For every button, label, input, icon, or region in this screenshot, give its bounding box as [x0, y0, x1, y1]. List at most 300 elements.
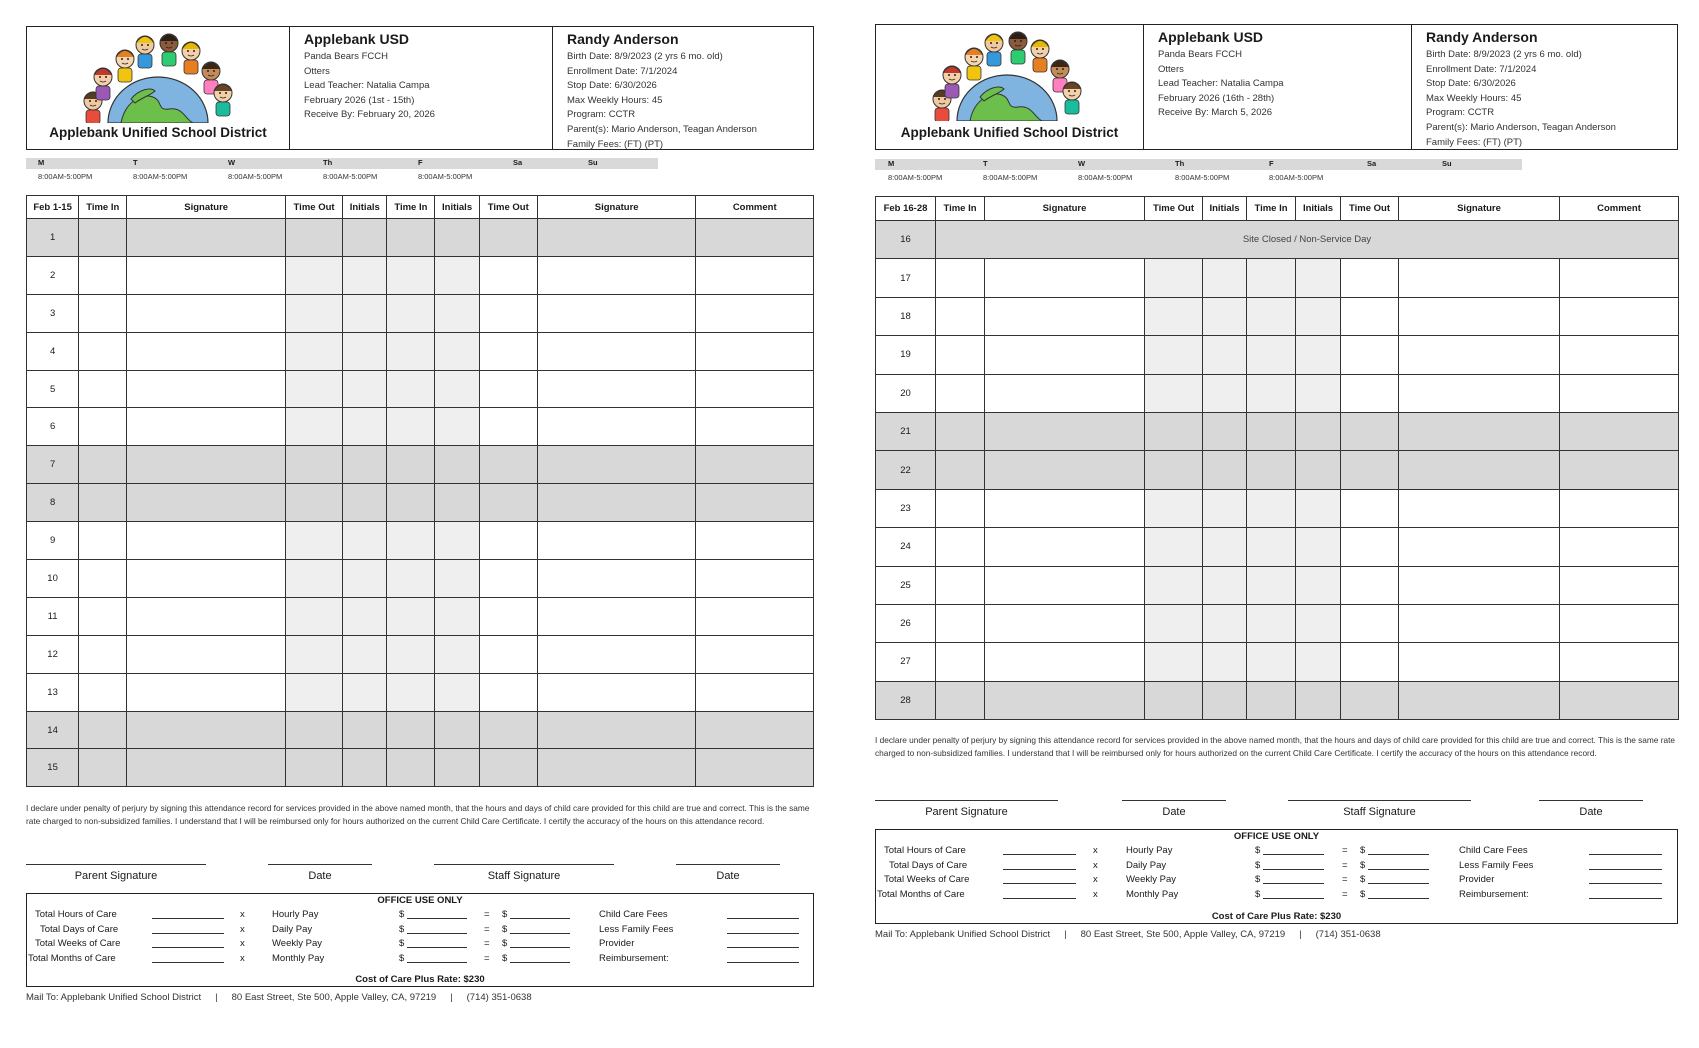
table-row	[27, 408, 814, 446]
entry-cell[interactable]	[1399, 297, 1560, 335]
entry-cell[interactable]	[79, 560, 127, 598]
entry-cell[interactable]	[127, 370, 286, 408]
entry-cell[interactable]	[343, 560, 387, 598]
entry-cell[interactable]	[1560, 489, 1679, 527]
entry-cell[interactable]	[1145, 259, 1203, 297]
office-pay-field[interactable]	[407, 924, 467, 934]
entry-cell[interactable]	[79, 332, 127, 370]
entry-cell[interactable]	[1203, 336, 1247, 374]
office-total-field[interactable]	[152, 938, 224, 948]
signature-line[interactable]	[434, 864, 614, 865]
entry-cell[interactable]	[479, 408, 537, 446]
entry-cell[interactable]	[387, 597, 435, 635]
entry-cell[interactable]	[537, 408, 696, 446]
day-number: 18	[876, 297, 936, 335]
entry-cell[interactable]	[435, 408, 479, 446]
office-pay-label: Hourly Pay	[272, 909, 319, 920]
office-pay-field[interactable]	[407, 938, 467, 948]
entry-cell[interactable]	[1560, 336, 1679, 374]
office-total-field[interactable]	[1003, 845, 1076, 855]
entry-cell[interactable]	[537, 522, 696, 560]
entry-cell[interactable]	[387, 256, 435, 294]
entry-cell[interactable]	[343, 256, 387, 294]
office-total-field[interactable]	[152, 909, 224, 919]
entry-cell[interactable]	[936, 297, 985, 335]
signature-line[interactable]	[875, 800, 1058, 801]
office-pay-field[interactable]	[1263, 874, 1324, 884]
entry-cell[interactable]	[127, 408, 286, 446]
entry-cell[interactable]	[1247, 297, 1296, 335]
signature-label: Date	[308, 870, 332, 882]
entry-cell[interactable]	[79, 673, 127, 711]
entry-cell[interactable]	[985, 374, 1145, 412]
entry-cell[interactable]	[479, 635, 537, 673]
entry-cell[interactable]	[1560, 297, 1679, 335]
entry-cell[interactable]	[936, 643, 985, 681]
entry-cell[interactable]	[985, 643, 1145, 681]
entry-cell[interactable]	[435, 597, 479, 635]
entry-cell[interactable]	[1341, 643, 1399, 681]
schedule-time: 8:00AM-5:00PM	[323, 172, 378, 181]
signature-label: Parent Signature	[925, 806, 1008, 818]
entry-cell[interactable]	[936, 374, 985, 412]
entry-cell	[285, 219, 342, 257]
entry-cell[interactable]	[1145, 374, 1203, 412]
entry-cell[interactable]	[985, 604, 1145, 642]
entry-cell[interactable]	[479, 294, 537, 332]
entry-cell[interactable]	[1247, 528, 1296, 566]
entry-cell[interactable]	[343, 408, 387, 446]
office-fee-field[interactable]	[727, 924, 799, 934]
entry-cell[interactable]	[1560, 259, 1679, 297]
entry-cell[interactable]	[127, 635, 286, 673]
day-number: 9	[27, 522, 79, 560]
entry-cell	[985, 681, 1145, 719]
entry-cell[interactable]	[1296, 297, 1341, 335]
entry-cell[interactable]	[1399, 643, 1560, 681]
child-stop-date: Stop Date: 6/30/2026	[1426, 78, 1516, 90]
mail-address: 80 East Street, Ste 500, Apple Valley, CA, 97219	[1080, 929, 1286, 940]
separator: |	[1299, 929, 1302, 940]
office-total-label: Total Hours of Care	[35, 909, 117, 920]
schedule-time: 8:00AM-5:00PM	[983, 173, 1038, 182]
entry-cell[interactable]	[1145, 604, 1203, 642]
day-number: 27	[876, 643, 936, 681]
schedule-day: Su	[588, 158, 598, 167]
entry-cell	[343, 219, 387, 257]
entry-cell[interactable]	[1341, 604, 1399, 642]
entry-cell[interactable]	[985, 336, 1145, 374]
office-amount-field[interactable]	[510, 924, 570, 934]
entry-cell[interactable]	[1399, 489, 1560, 527]
entry-cell	[343, 749, 387, 787]
entry-cell[interactable]	[479, 522, 537, 560]
entry-cell[interactable]	[936, 259, 985, 297]
entry-cell[interactable]	[435, 635, 479, 673]
entry-cell[interactable]	[537, 294, 696, 332]
entry-cell[interactable]	[1145, 566, 1203, 604]
entry-cell[interactable]	[479, 332, 537, 370]
child-birth-date: Birth Date: 8/9/2023 (2 yrs 6 mo. old)	[567, 51, 723, 62]
column-header: Time In	[1247, 197, 1296, 221]
entry-cell[interactable]	[343, 597, 387, 635]
entry-cell[interactable]	[1296, 489, 1341, 527]
entry-cell[interactable]	[343, 673, 387, 711]
entry-cell[interactable]	[537, 560, 696, 598]
entry-cell[interactable]	[79, 522, 127, 560]
entry-cell[interactable]	[1399, 528, 1560, 566]
office-fee-field[interactable]	[1589, 845, 1662, 855]
entry-cell	[127, 446, 286, 484]
entry-cell[interactable]	[1296, 336, 1341, 374]
entry-cell[interactable]	[1203, 297, 1247, 335]
separator: |	[1064, 929, 1067, 940]
child-program: Program: CCTR	[567, 109, 636, 121]
office-amount-field[interactable]	[1368, 845, 1429, 855]
entry-cell[interactable]	[285, 597, 342, 635]
signature-label: Date	[716, 870, 740, 882]
entry-cell[interactable]	[696, 256, 814, 294]
child-max-hours: Max Weekly Hours: 45	[567, 94, 663, 106]
day-number: 26	[876, 604, 936, 642]
entry-cell	[79, 446, 127, 484]
office-fee-field[interactable]	[1589, 889, 1662, 899]
entry-cell[interactable]	[1203, 489, 1247, 527]
entry-cell	[479, 446, 537, 484]
day-number: 22	[876, 451, 936, 489]
entry-cell[interactable]	[79, 294, 127, 332]
child-enrollment-date: Enrollment Date: 7/1/2024	[567, 65, 678, 77]
entry-cell[interactable]	[1247, 336, 1296, 374]
office-pay-field[interactable]	[407, 953, 467, 963]
entry-cell[interactable]	[127, 673, 286, 711]
entry-cell[interactable]	[1203, 528, 1247, 566]
entry-cell[interactable]	[285, 256, 342, 294]
entry-cell[interactable]	[435, 256, 479, 294]
entry-cell[interactable]	[387, 332, 435, 370]
entry-cell[interactable]	[387, 635, 435, 673]
schedule-day: T	[983, 159, 988, 168]
entry-cell[interactable]	[985, 297, 1145, 335]
entry-cell[interactable]	[1247, 566, 1296, 604]
entry-cell	[1296, 412, 1341, 450]
entry-cell[interactable]	[537, 256, 696, 294]
office-amount-field[interactable]	[510, 938, 570, 948]
entry-cell	[435, 749, 479, 787]
kids-around-globe-icon	[73, 31, 243, 123]
entry-cell[interactable]	[1203, 374, 1247, 412]
entry-cell	[696, 219, 814, 257]
entry-cell[interactable]	[479, 370, 537, 408]
entry-cell[interactable]	[435, 332, 479, 370]
entry-cell[interactable]	[343, 522, 387, 560]
column-header: Comment	[696, 196, 814, 219]
day-number: 21	[876, 412, 936, 450]
entry-cell	[1145, 451, 1203, 489]
entry-cell[interactable]	[1399, 566, 1560, 604]
entry-cell[interactable]	[1296, 374, 1341, 412]
entry-cell[interactable]	[387, 370, 435, 408]
entry-cell[interactable]	[985, 566, 1145, 604]
entry-cell[interactable]	[1560, 643, 1679, 681]
entry-cell[interactable]	[696, 522, 814, 560]
entry-cell[interactable]	[696, 560, 814, 598]
entry-cell[interactable]	[1341, 566, 1399, 604]
entry-cell[interactable]	[343, 332, 387, 370]
child-birth-date: Birth Date: 8/9/2023 (2 yrs 6 mo. old)	[1426, 49, 1582, 60]
entry-cell	[435, 711, 479, 749]
entry-cell[interactable]	[1296, 643, 1341, 681]
entry-cell[interactable]	[285, 560, 342, 598]
signature-line[interactable]	[1539, 800, 1643, 801]
column-header: Initials	[343, 196, 387, 219]
entry-cell	[936, 681, 985, 719]
entry-cell[interactable]	[1203, 259, 1247, 297]
program-info	[1144, 25, 1412, 149]
equals-sign: =	[484, 923, 490, 935]
office-amount-field[interactable]	[1368, 860, 1429, 870]
entry-cell[interactable]	[936, 489, 985, 527]
entry-cell[interactable]	[479, 560, 537, 598]
entry-cell[interactable]	[285, 408, 342, 446]
signature-label: Staff Signature	[1343, 806, 1416, 818]
entry-cell[interactable]	[285, 673, 342, 711]
entry-cell[interactable]	[1341, 528, 1399, 566]
entry-cell[interactable]	[1341, 489, 1399, 527]
entry-cell[interactable]	[285, 635, 342, 673]
entry-cell[interactable]	[1560, 374, 1679, 412]
entry-cell[interactable]	[285, 294, 342, 332]
entry-cell[interactable]	[79, 256, 127, 294]
entry-cell[interactable]	[985, 259, 1145, 297]
entry-cell[interactable]	[696, 370, 814, 408]
entry-cell[interactable]	[1247, 489, 1296, 527]
entry-cell[interactable]	[936, 336, 985, 374]
entry-cell[interactable]	[1341, 336, 1399, 374]
entry-cell[interactable]	[127, 256, 286, 294]
entry-cell[interactable]	[387, 560, 435, 598]
office-pay-field[interactable]	[1263, 860, 1324, 870]
office-pay-field[interactable]	[407, 909, 467, 919]
entry-cell[interactable]	[387, 408, 435, 446]
office-total-field[interactable]	[1003, 889, 1076, 899]
entry-cell	[1296, 451, 1341, 489]
entry-cell	[285, 749, 342, 787]
entry-cell[interactable]	[696, 294, 814, 332]
entry-cell[interactable]	[1296, 528, 1341, 566]
office-row	[27, 953, 813, 967]
entry-cell[interactable]	[1399, 604, 1560, 642]
entry-cell[interactable]	[1296, 566, 1341, 604]
column-header: Comment	[1560, 197, 1679, 221]
entry-cell	[285, 484, 342, 522]
day-number: 11	[27, 597, 79, 635]
entry-cell[interactable]	[1145, 528, 1203, 566]
signature-line[interactable]	[26, 864, 206, 865]
entry-cell[interactable]	[696, 408, 814, 446]
entry-cell[interactable]	[343, 370, 387, 408]
office-total-label: Total Hours of Care	[884, 845, 966, 856]
entry-cell[interactable]	[985, 528, 1145, 566]
dollar-sign: $	[399, 923, 405, 935]
entry-cell[interactable]	[1145, 336, 1203, 374]
entry-cell[interactable]	[343, 635, 387, 673]
table-row	[27, 560, 814, 598]
office-fee-field[interactable]	[727, 953, 799, 963]
entry-cell[interactable]	[127, 332, 286, 370]
entry-cell[interactable]	[127, 522, 286, 560]
entry-cell[interactable]	[387, 673, 435, 711]
schedule-time: 8:00AM-5:00PM	[38, 172, 93, 181]
entry-cell[interactable]	[435, 673, 479, 711]
table-row	[27, 673, 814, 711]
signature-line[interactable]	[1122, 800, 1226, 801]
day-number: 5	[27, 370, 79, 408]
entry-cell[interactable]	[285, 522, 342, 560]
office-amount-field[interactable]	[1368, 874, 1429, 884]
entry-cell[interactable]	[387, 522, 435, 560]
entry-cell[interactable]	[285, 370, 342, 408]
office-fee-field[interactable]	[1589, 874, 1662, 884]
office-total-label: Total Days of Care	[889, 859, 968, 871]
child-name: Randy Anderson	[567, 31, 679, 47]
day-number: 28	[876, 681, 936, 719]
entry-cell[interactable]	[1145, 297, 1203, 335]
entry-cell[interactable]	[79, 370, 127, 408]
entry-cell[interactable]	[696, 597, 814, 635]
entry-cell[interactable]	[343, 294, 387, 332]
entry-cell[interactable]	[1247, 374, 1296, 412]
entry-cell[interactable]	[696, 332, 814, 370]
entry-cell[interactable]	[696, 635, 814, 673]
entry-cell[interactable]	[127, 560, 286, 598]
entry-cell[interactable]	[1341, 297, 1399, 335]
entry-cell[interactable]	[936, 566, 985, 604]
entry-cell[interactable]	[936, 528, 985, 566]
entry-cell[interactable]	[1296, 259, 1341, 297]
entry-cell[interactable]	[479, 673, 537, 711]
column-header: Time Out	[1145, 197, 1203, 221]
entry-cell	[1341, 451, 1399, 489]
day-number: 7	[27, 446, 79, 484]
entry-cell[interactable]	[936, 604, 985, 642]
entry-cell[interactable]	[479, 256, 537, 294]
mail-to: Mail To: Applebank Unified School District	[875, 929, 1051, 940]
entry-cell[interactable]	[1399, 374, 1560, 412]
entry-cell[interactable]	[387, 294, 435, 332]
office-total-field[interactable]	[1003, 874, 1076, 884]
entry-cell	[1247, 681, 1296, 719]
entry-cell	[936, 412, 985, 450]
times-sign: x	[1093, 888, 1098, 900]
entry-cell[interactable]	[1203, 643, 1247, 681]
office-amount-field[interactable]	[510, 909, 570, 919]
office-total-field[interactable]	[152, 924, 224, 934]
entry-cell[interactable]	[1341, 259, 1399, 297]
entry-cell[interactable]	[1247, 604, 1296, 642]
entry-cell[interactable]	[537, 635, 696, 673]
entry-cell[interactable]	[79, 635, 127, 673]
entry-cell[interactable]	[1203, 566, 1247, 604]
entry-cell[interactable]	[1145, 643, 1203, 681]
table-row	[27, 446, 814, 484]
entry-cell[interactable]	[1560, 528, 1679, 566]
entry-cell[interactable]	[435, 370, 479, 408]
entry-cell[interactable]	[985, 489, 1145, 527]
district-logo	[27, 27, 290, 149]
day-number: 16	[876, 221, 936, 259]
schedule-day: T	[133, 158, 138, 167]
office-amount-field[interactable]	[510, 953, 570, 963]
perjury-declaration: I declare under penalty of perjury by signing this attendance record for services provided in the above named month, that the hours and days of child care provided for this child are true and correct. This is the same rate charged to non-subsidized families. I understand that I will be reimbursed only for hours authorized on the current Child Care Certificate. I certify the accuracy of the hours on this attendance record.	[875, 735, 1676, 758]
entry-cell[interactable]	[537, 673, 696, 711]
entry-cell[interactable]	[1247, 259, 1296, 297]
office-pay-label: Daily Pay	[272, 923, 313, 935]
program-classroom: Otters	[304, 65, 330, 77]
child-family-fees: Family Fees: (FT) (PT)	[1426, 136, 1523, 148]
entry-cell[interactable]	[79, 597, 127, 635]
entry-cell[interactable]	[79, 408, 127, 446]
entry-cell	[1247, 451, 1296, 489]
office-fee-field[interactable]	[727, 938, 799, 948]
office-pay-field[interactable]	[1263, 845, 1324, 855]
entry-cell	[537, 484, 696, 522]
office-fee-field[interactable]	[1589, 860, 1662, 870]
entry-cell[interactable]	[1560, 566, 1679, 604]
table-row	[27, 484, 814, 522]
office-total-field[interactable]	[152, 953, 224, 963]
entry-cell[interactable]	[537, 370, 696, 408]
office-amount-field[interactable]	[1368, 889, 1429, 899]
entry-cell[interactable]	[537, 332, 696, 370]
table-row	[27, 332, 814, 370]
entry-cell[interactable]	[1399, 259, 1560, 297]
office-row	[876, 860, 1677, 874]
signature-line[interactable]	[268, 864, 372, 865]
entry-cell[interactable]	[1399, 336, 1560, 374]
entry-cell[interactable]	[1296, 604, 1341, 642]
table-row	[27, 635, 814, 673]
cost-of-care-note: Cost of Care Plus Rate: $230	[355, 974, 485, 985]
entry-cell[interactable]	[435, 522, 479, 560]
entry-cell[interactable]	[285, 332, 342, 370]
district-logo-text: Applebank Unified School District	[49, 125, 267, 140]
entry-cell[interactable]	[1145, 489, 1203, 527]
entry-cell[interactable]	[479, 597, 537, 635]
entry-cell[interactable]	[696, 673, 814, 711]
entry-cell[interactable]	[127, 597, 286, 635]
office-total-field[interactable]	[1003, 860, 1076, 870]
entry-cell[interactable]	[1560, 604, 1679, 642]
entry-cell[interactable]	[537, 597, 696, 635]
entry-cell[interactable]	[127, 294, 286, 332]
perjury-declaration: I declare under penalty of perjury by signing this attendance record for services provided in the above named month, that the hours and days of child care provided for this child are true and correct. This is the same rate charged to non-subsidized families. I understand that I will be reimbursed only for hours authorized on the current Child Care Certificate. I certify the accuracy of the hours on this attendance record.	[26, 803, 810, 826]
column-header: Time Out	[1341, 197, 1399, 221]
entry-cell[interactable]	[1203, 604, 1247, 642]
office-pay-field[interactable]	[1263, 889, 1324, 899]
office-fee-label: Reimbursement:	[599, 952, 669, 964]
entry-cell[interactable]	[435, 294, 479, 332]
entry-cell[interactable]	[435, 560, 479, 598]
day-number: 10	[27, 560, 79, 598]
table-row	[27, 370, 814, 408]
entry-cell	[1203, 451, 1247, 489]
entry-cell[interactable]	[1247, 643, 1296, 681]
signature-line[interactable]	[1288, 800, 1471, 801]
entry-cell[interactable]	[1341, 374, 1399, 412]
signature-line[interactable]	[676, 864, 780, 865]
office-fee-field[interactable]	[727, 909, 799, 919]
